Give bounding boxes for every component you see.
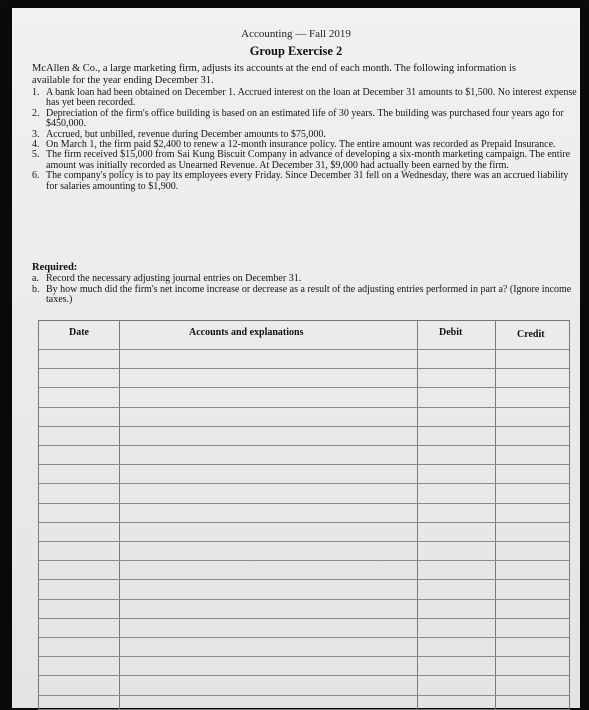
required-heading: Required: xyxy=(32,262,78,273)
column-header-debit: Debit xyxy=(439,327,463,338)
column-divider xyxy=(417,321,418,709)
required-item-letter: a. xyxy=(32,273,39,284)
table-row-line xyxy=(39,464,569,465)
table-row-line xyxy=(39,445,569,446)
table-row-line xyxy=(39,695,569,696)
column-header-accounts: Accounts and explanations xyxy=(189,327,304,338)
required-item-text: By how much did the firm's net income increase or decrease as a result of the adjusting entries performed in part a? (Ignore income taxes.) xyxy=(46,283,572,305)
required-item-text: Record the necessary adjusting journal entries on December 31. xyxy=(46,273,302,284)
column-header-credit: Credit xyxy=(517,329,545,340)
worksheet-page xyxy=(12,8,580,708)
list-item xyxy=(32,150,577,171)
table-row-line xyxy=(39,387,569,388)
item-number: 6. xyxy=(32,170,40,182)
adjustment-list xyxy=(32,88,577,192)
list-item xyxy=(32,109,577,130)
table-row-line xyxy=(39,349,569,350)
table-row-line xyxy=(39,407,569,408)
table-row-line xyxy=(39,579,569,580)
item-number: 1. xyxy=(32,87,40,98)
list-item xyxy=(32,88,577,109)
table-row-line xyxy=(39,483,569,484)
exercise-title: Group Exercise 2 xyxy=(249,44,343,58)
item-text: Depreciation of the firm's office building is based on an estimated life of 30 years. The building was purchased four years ago for $450,000. xyxy=(46,107,564,130)
item-text: On March 1, the firm paid $2,400 to renew a 12-month insurance policy. The entire amount was recorded as Prepaid Insurance. xyxy=(46,139,556,151)
required-item-letter: b. xyxy=(32,283,40,295)
table-row-line xyxy=(39,368,569,369)
required-item xyxy=(32,285,572,306)
table-row-line xyxy=(39,656,569,657)
table-row-line xyxy=(39,637,569,638)
table-row-line xyxy=(39,426,569,427)
item-number: 3. xyxy=(32,128,40,140)
list-item xyxy=(32,171,577,192)
item-number: 5. xyxy=(32,149,40,161)
item-text: The firm received $15,000 from Sai Kung Biscuit Company in advance of developing a six-month marketing campaign. The entire amount was initially recorded as Unearned Revenue. At December 31, $9,000 had actually been earned by the firm. xyxy=(46,149,571,171)
required-section xyxy=(32,262,572,306)
table-row-line xyxy=(39,503,569,504)
course-header: Accounting — Fall 2019 xyxy=(241,28,351,40)
column-divider xyxy=(495,321,496,709)
journal-entry-table xyxy=(38,320,570,710)
intro-paragraph: McAllen & Co., a large marketing firm, adjusts its accounts at the end of each month. The following information is available for the year ending December 31. xyxy=(32,63,516,86)
item-text: A bank loan had been obtained on December 1. Accrued interest on the loan at December 31 amounts to $1,500. No interest expense has yet been recorded. xyxy=(46,87,577,109)
table-row-line xyxy=(39,560,569,561)
column-divider xyxy=(119,321,120,709)
item-number: 4. xyxy=(32,139,40,151)
table-row-line xyxy=(39,618,569,619)
item-text: Accrued, but unbilled, revenue during December amounts to $75,000. xyxy=(46,128,326,140)
table-row-line xyxy=(39,541,569,542)
table-row-line xyxy=(39,599,569,600)
item-text: The company's policy is to pay its employees every Friday. Since December 31 fell on a Wednesday, there was an accrued liability for salaries amounting to $1,900. xyxy=(46,170,569,192)
table-row-line xyxy=(39,522,569,523)
item-number: 2. xyxy=(32,107,40,119)
table-row-line xyxy=(39,675,569,676)
column-header-date: Date xyxy=(69,327,89,338)
